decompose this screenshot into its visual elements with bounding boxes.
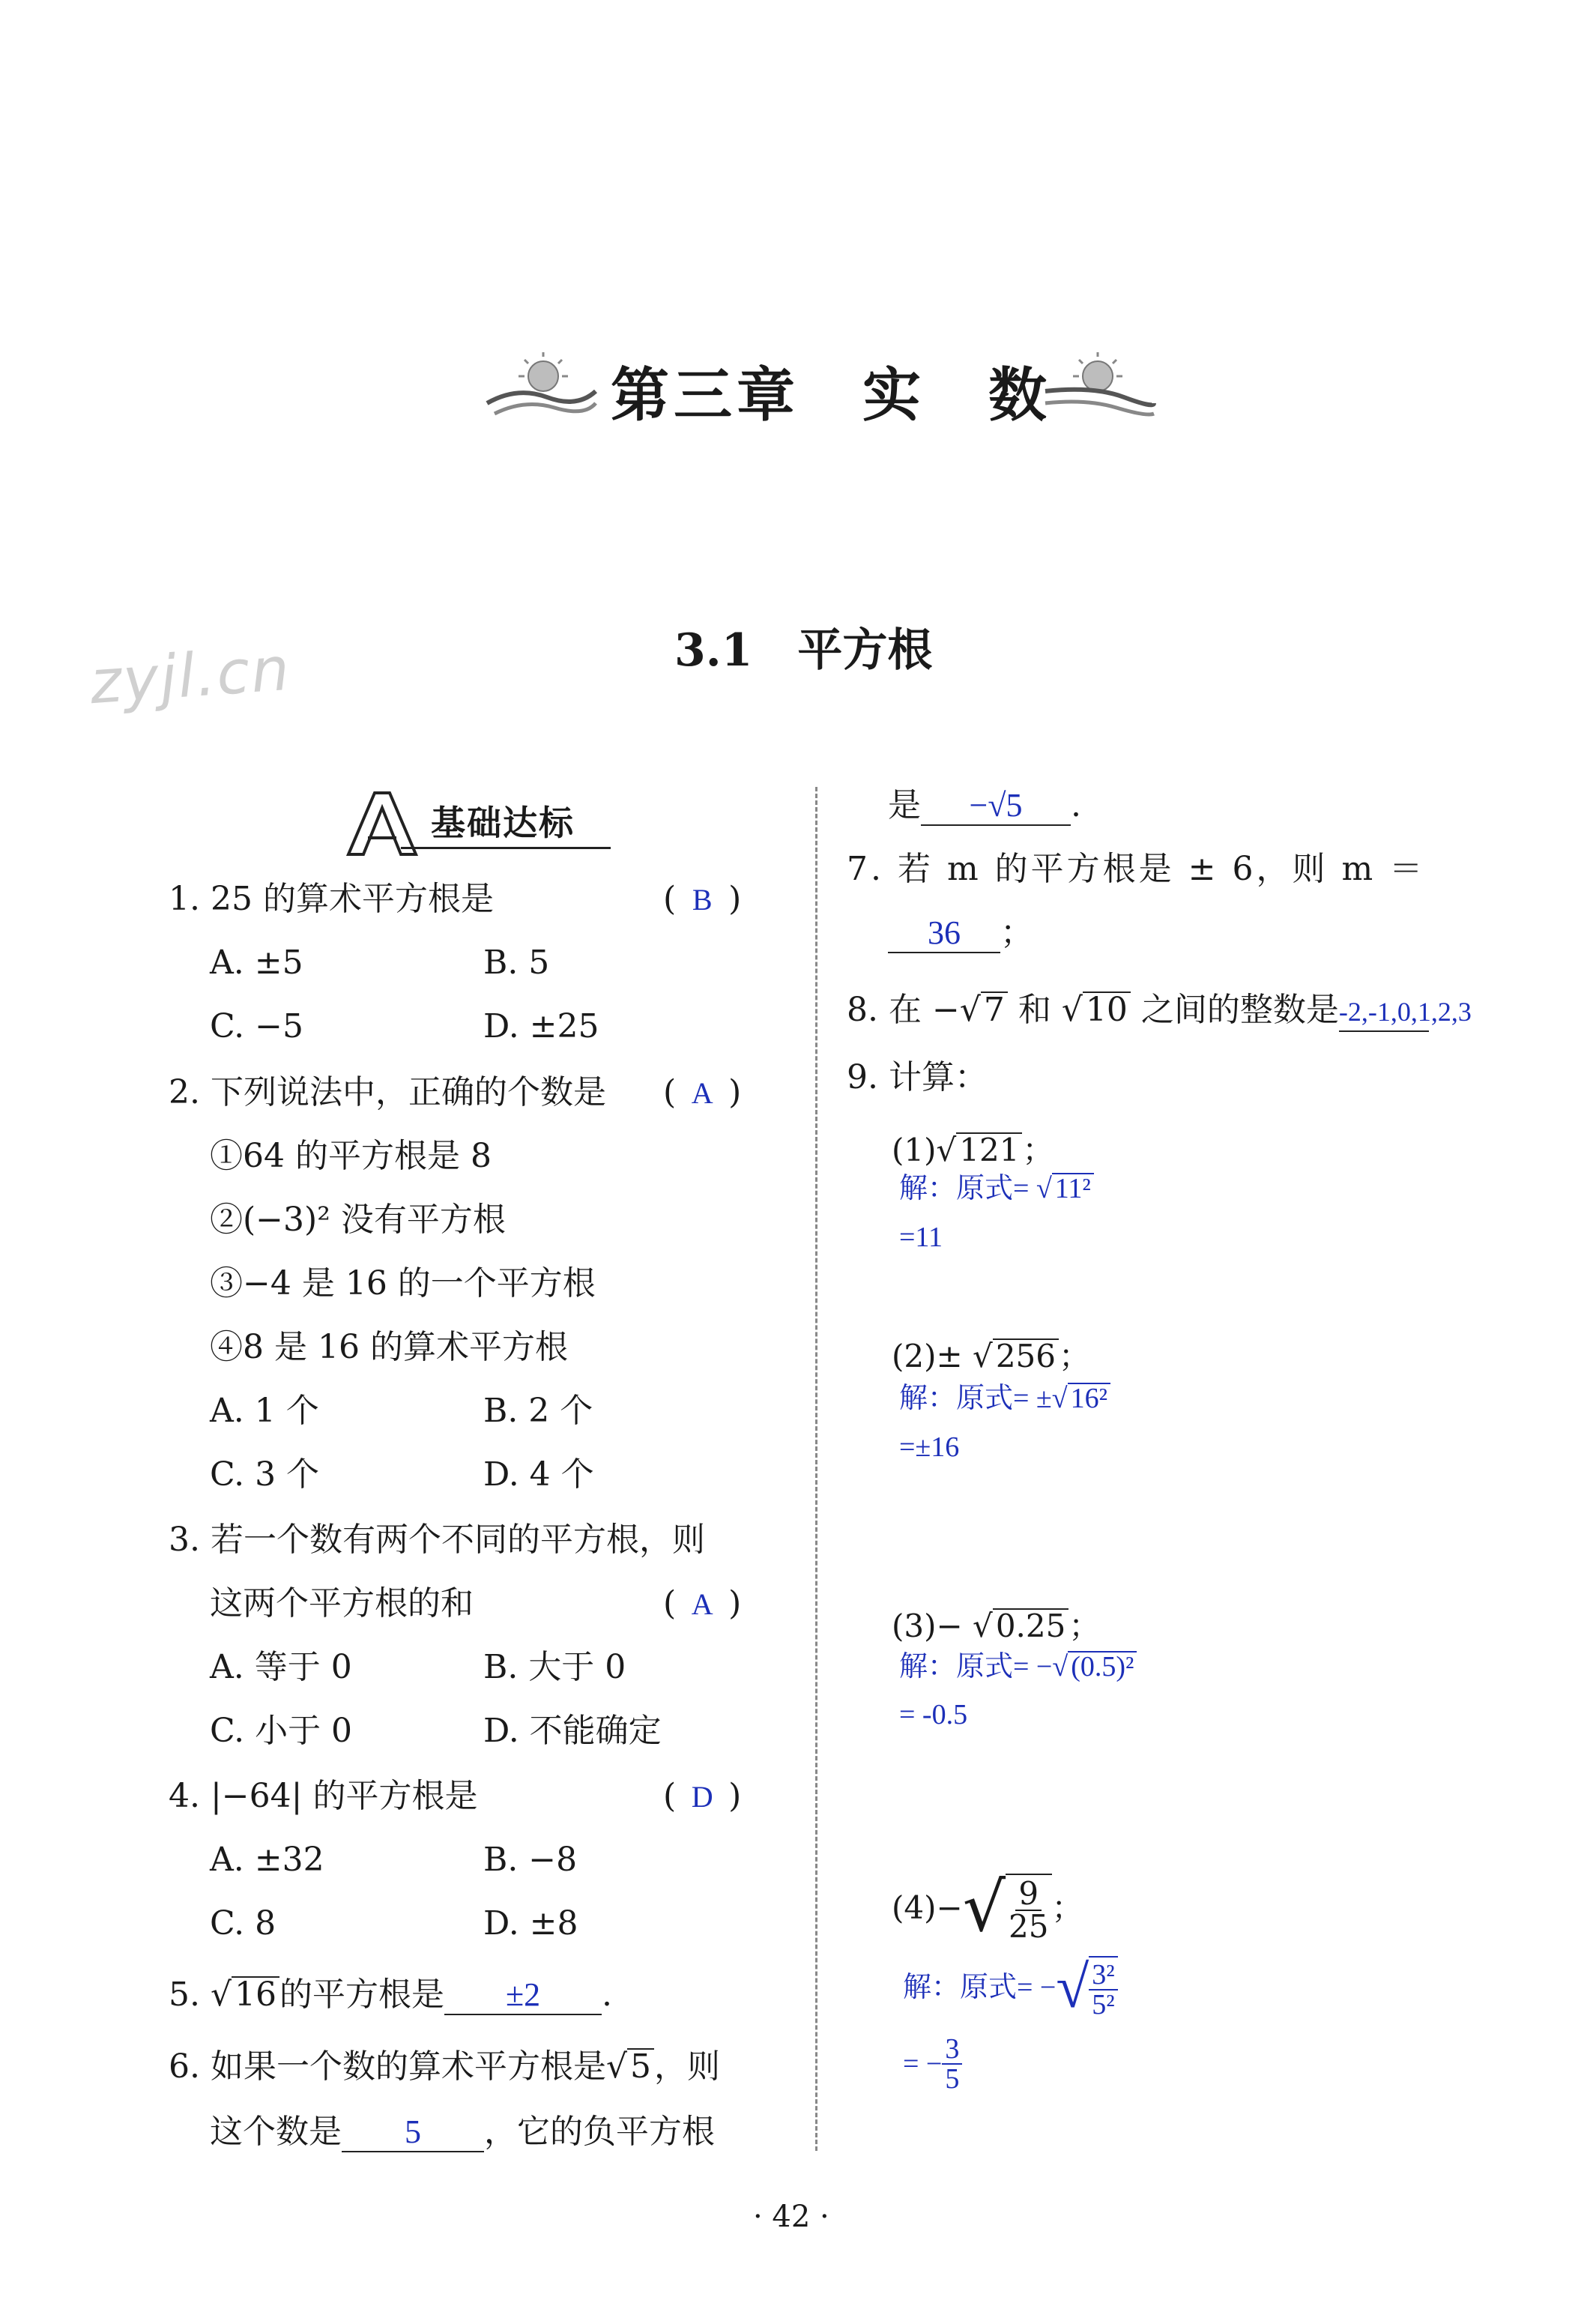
q1-option-c: C. −5: [210, 1007, 303, 1045]
q3-option-d: D. 不能确定: [483, 1712, 662, 1750]
q2-option-c: C. 3 个: [210, 1455, 320, 1494]
q9-p4-solution-line2: [903, 2035, 962, 2093]
q9-p3-radicand: 0.25: [993, 1608, 1069, 1643]
q9-part4: [892, 1868, 1083, 1947]
q2-answer-paren: ( A ): [663, 1070, 741, 1116]
q2-stem: 2. 下列说法中，正确的个数是: [169, 1073, 606, 1111]
q9-p2-solution-line1: [899, 1379, 1110, 1418]
q6-line2: [210, 2110, 715, 2155]
q5-answer: ±2: [505, 1976, 541, 2013]
q1-stem: 1. 25 的算术平方根是: [169, 880, 494, 918]
q9-p3-solution-line2: = -0.5: [899, 1699, 968, 1730]
q4-option-c: C. 8: [210, 1904, 276, 1943]
q3-option-a: A. 等于 0: [210, 1648, 352, 1686]
q9-p1-sol-text: 解：原式=: [899, 1173, 1030, 1204]
q9-p3-sol-radicand: (0.5)²: [1068, 1651, 1137, 1682]
sun-wave-right-icon: [1042, 345, 1161, 420]
chapter-title: 第三章 实 数: [611, 361, 1052, 429]
q1-answer: B: [692, 883, 713, 917]
q4-answer-paren: ( D ): [663, 1774, 741, 1820]
page-number: · 42 ·: [753, 2200, 829, 2234]
q9-p4-denominator: 25: [1009, 1908, 1049, 1945]
q9-p1-solution-line2: =11: [899, 1222, 943, 1253]
q8-prefix: 8. 在 −: [847, 991, 960, 1029]
q9-p1-sol-radicand: 11²: [1052, 1173, 1094, 1204]
q8-suffix: 之间的整数是: [1130, 991, 1339, 1029]
q6-line1: [169, 2044, 720, 2089]
q9-p3-solution-line1: [899, 1647, 1137, 1686]
q3-stem-line1: 3. 若一个数有两个不同的平方根，则: [169, 1521, 705, 1559]
sqrt-icon: √: [1061, 991, 1083, 1029]
q5-end: .: [602, 1976, 613, 2014]
q9-p3-sol-text: 解：原式= −: [899, 1651, 1053, 1682]
q1-option-d: D. ±25: [483, 1007, 599, 1045]
q9-p4-numerator: 9: [1015, 1878, 1042, 1911]
sqrt-icon: √: [1052, 1651, 1068, 1682]
q6-line1-text: 6. 如果一个数的算术平方根是: [169, 2047, 606, 2086]
q9-p4-sol-numerator: 3²: [1089, 1961, 1117, 1990]
q9-p4-sol-text: 解：原式= −: [903, 1972, 1057, 2003]
letter-a-icon: [341, 785, 423, 860]
q6-line3: [888, 783, 1081, 828]
q6-line2-text: 这个数是: [210, 2113, 342, 2151]
q8-radicand2: 10: [1083, 991, 1131, 1027]
sqrt-icon: √: [973, 1608, 993, 1644]
q9-p4-sol2-text: = −: [903, 2048, 943, 2080]
sqrt-icon: √: [1056, 1955, 1089, 2020]
q9-p3-end: ；: [1068, 1608, 1101, 1644]
q9-p4-solution-line1: [903, 1956, 1118, 2019]
watermark: zyjl.cn: [88, 633, 293, 718]
q4-stem: 4. |−64| 的平方根是: [169, 1777, 478, 1815]
sqrt-icon: √: [962, 1868, 1006, 1947]
q8-answer: -2,-1,0,1,2,3: [1338, 997, 1472, 1027]
q7-end: ；: [1000, 914, 1033, 952]
q2-option-d: D. 4 个: [483, 1455, 594, 1494]
q9-p2-sol-text: 解：原式= ±: [899, 1383, 1052, 1414]
q5-radicand: 16: [232, 1976, 279, 2012]
q4-answer: D: [691, 1780, 713, 1814]
section-title: 3.1 平方根: [674, 624, 933, 677]
q9-p4-sol-denominator: 5²: [1092, 1989, 1115, 2020]
q9-p4-sol2-numerator: 3: [942, 2035, 962, 2065]
q6-answer2: −√5: [969, 787, 1023, 824]
q7-answer-line: [888, 911, 1033, 956]
q9-p2-end: ；: [1058, 1338, 1090, 1374]
q2-item-4: ④8 是 16 的算术平方根: [210, 1328, 568, 1366]
sqrt-icon: √: [936, 1132, 957, 1168]
q1-option-a: A. ±5: [210, 944, 303, 982]
q6-radicand: 5: [627, 2048, 654, 2084]
q6-end: .: [1071, 786, 1081, 824]
q2-item-2: ②(−3)² 没有平方根: [210, 1201, 506, 1239]
q9-p4-label: (4)−: [892, 1889, 963, 1926]
q9-stem: 9. 计算：: [847, 1058, 988, 1096]
section-badge: [341, 785, 611, 860]
q9-p2-label: (2)±: [892, 1338, 963, 1374]
q9-part1: [892, 1128, 1054, 1173]
q8-mid: 和: [1007, 991, 1062, 1029]
q9-part2: [892, 1334, 1090, 1379]
q9-p1-radicand: 121: [956, 1132, 1022, 1167]
q4-option-b: B. −8: [483, 1841, 578, 1879]
q8-radicand1: 7: [981, 991, 1008, 1027]
q9-p1-solution-line1: [899, 1169, 1094, 1208]
sqrt-icon: √: [1051, 1383, 1068, 1414]
q3-option-b: B. 大于 0: [483, 1648, 626, 1686]
q5-prefix: 5.: [169, 1976, 200, 2014]
sqrt-icon: √: [959, 991, 981, 1029]
sun-wave-left-icon: [480, 345, 599, 420]
q8: [847, 988, 1472, 1033]
q9-p3-label: (3)−: [892, 1608, 963, 1644]
q9-p4-sol2-denominator: 5: [945, 2063, 960, 2095]
q3-stem-line2: 这两个平方根的和: [210, 1584, 474, 1623]
chapter-header: [480, 330, 1154, 435]
q9-p2-sol-radicand: 16²: [1068, 1383, 1110, 1414]
q9-p1-label: (1): [892, 1132, 937, 1168]
q2-item-1: ①64 的平方根是 8: [210, 1137, 492, 1175]
q6-line1-end: ，则: [654, 2047, 721, 2086]
q2-answer: A: [691, 1076, 713, 1110]
q9-p4-end: ；: [1051, 1889, 1083, 1926]
q6-line2-end: ，它的负平方根: [484, 2113, 715, 2151]
q5: [169, 1973, 612, 2017]
sqrt-icon: √: [210, 1976, 232, 2014]
q2-option-a: A. 1 个: [210, 1392, 319, 1430]
sqrt-icon: √: [973, 1338, 993, 1374]
q1-answer-paren: ( B ): [663, 877, 741, 923]
q4-option-a: A. ±32: [210, 1841, 324, 1879]
q3-answer: A: [691, 1587, 713, 1621]
q9-p2-radicand: 256: [993, 1338, 1059, 1373]
q5-suffix: 的平方根是: [279, 1976, 445, 2014]
sqrt-icon: √: [605, 2047, 628, 2086]
q2-item-3: ③−4 是 16 的一个平方根: [210, 1264, 596, 1303]
q9-p2-solution-line2: =±16: [899, 1431, 960, 1463]
q3-option-c: C. 小于 0: [210, 1712, 353, 1750]
column-divider: [815, 787, 817, 2151]
badge-label: 基础达标: [431, 803, 575, 843]
q9-p1-end: ；: [1022, 1132, 1054, 1168]
q6-answer1: 5: [405, 2113, 421, 2150]
q3-answer-paren: ( A ): [663, 1581, 741, 1627]
q2-option-b: B. 2 个: [483, 1392, 593, 1430]
q9-part3: [892, 1604, 1100, 1649]
q4-option-d: D. ±8: [483, 1904, 578, 1943]
q6-line3-text: 是: [888, 786, 921, 824]
q7-answer: 36: [928, 914, 961, 951]
q1-option-b: B. 5: [483, 944, 550, 982]
sqrt-icon: √: [1036, 1173, 1052, 1204]
q7-stem: 7. 若 m 的平方根是 ± 6，则 m ＝: [847, 850, 1426, 888]
